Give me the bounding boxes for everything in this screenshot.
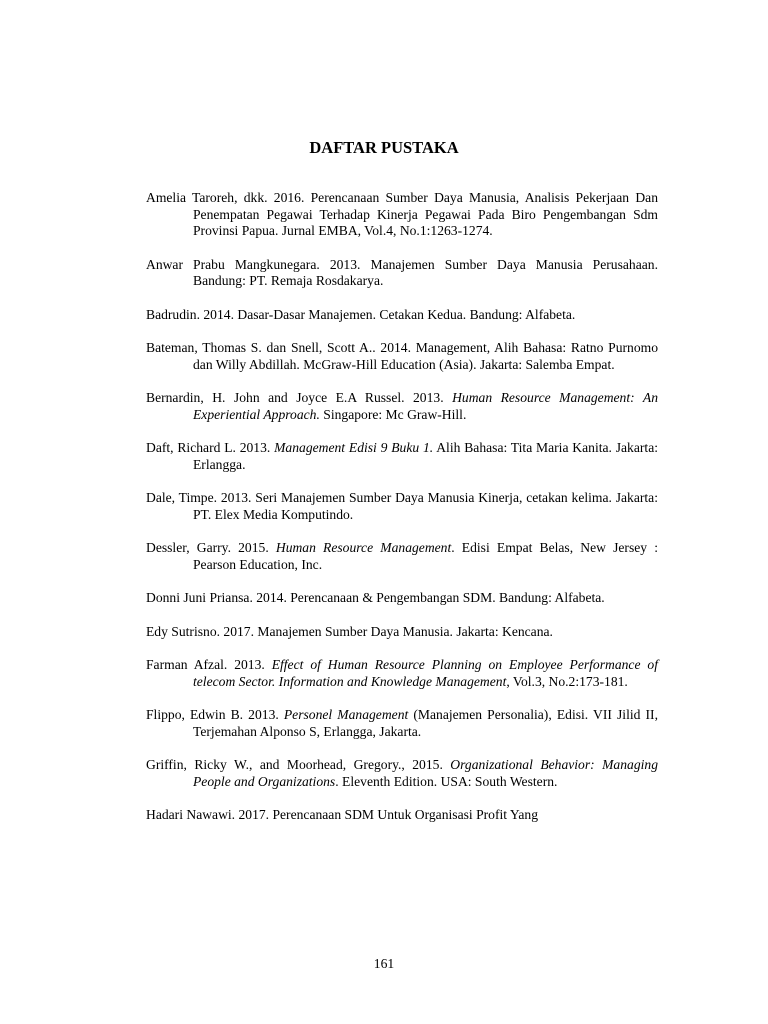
reference-entry bbox=[146, 440, 658, 473]
reference-text: Dale, Timpe. 2013. Seri Manajemen Sumber Daya Manusia Kinerja, cetakan kelima. Jakarta: PT. Elex Media Komputindo. bbox=[146, 490, 658, 522]
reference-title-italic: Human Resource Management: An Experiential Approach. bbox=[193, 390, 658, 422]
reference-text: Farman Afzal. 2013. bbox=[146, 657, 272, 672]
reference-text: Griffin, Ricky W., and Moorhead, Gregory., 2015. bbox=[146, 757, 451, 772]
reference-text: Singapore: Mc Graw-Hill. bbox=[319, 406, 467, 422]
reference-text: Flippo, Edwin B. 2013. bbox=[146, 707, 284, 722]
reference-entry bbox=[146, 807, 658, 824]
reference-text: . Eleventh Edition. USA: South Western. bbox=[335, 773, 558, 789]
reference-text: Bateman, Thomas S. dan Snell, Scott A.. 2014. Management, Alih Bahasa: Ratno Purnomo dan Willy Abdillah. McGraw-Hill Education (Asia). Jakarta: Salemba Empat. bbox=[146, 340, 658, 372]
reference-entry bbox=[146, 624, 658, 641]
reference-text: Alih Bahasa: Tita Maria Kanita. Jakarta: Erlangga. bbox=[193, 440, 659, 472]
page-title: DAFTAR PUSTAKA bbox=[309, 138, 459, 157]
reference-text: Edy Sutrisno. 2017. Manajemen Sumber Daya Manusia. Jakarta: Kencana. bbox=[146, 623, 553, 639]
reference-text: Anwar Prabu Mangkunegara. 2013. Manajemen Sumber Daya Manusia Perusahaan. Bandung: PT. Remaja Rosdakarya. bbox=[146, 256, 658, 288]
reference-text: Hadari Nawawi. 2017. Perencanaan SDM Untuk Organisasi Profit Yang bbox=[146, 807, 539, 822]
reference-title-italic: Management Edisi 9 Buku 1. bbox=[274, 440, 434, 455]
reference-title-italic: Personel Management bbox=[283, 707, 409, 722]
reference-text: (Manajemen Personalia), Edisi. VII Jilid II, Terjemahan Alponso S, Erlangga, Jakarta. bbox=[193, 707, 658, 739]
reference-title-italic: Organizational Behavior: Managing People and Organizations bbox=[193, 757, 658, 789]
reference-entry bbox=[146, 490, 658, 523]
reference-text: Bernardin, H. John and Joyce E.A Russel. 2013. bbox=[146, 390, 453, 405]
reference-text: Badrudin. 2014. Dasar-Dasar Manajemen. Cetakan Kedua. Bandung: Alfabeta. bbox=[146, 306, 576, 322]
reference-entry bbox=[146, 190, 658, 240]
reference-entry bbox=[146, 307, 658, 324]
reference-text: Daft, Richard L. 2013. bbox=[146, 440, 275, 455]
page-number: 161 bbox=[373, 956, 395, 971]
reference-entry bbox=[146, 390, 658, 423]
reference-title-italic: Effect of Human Resource Planning on Employee Performance of telecom Sector. Information and Knowledge Management bbox=[193, 657, 658, 689]
reference-list bbox=[146, 190, 658, 841]
reference-entry bbox=[146, 340, 658, 373]
reference-entry bbox=[146, 257, 658, 290]
reference-entry bbox=[146, 590, 658, 607]
reference-entry bbox=[146, 707, 658, 740]
reference-title-italic: Human Resource Management bbox=[275, 540, 452, 555]
reference-text: Amelia Taroreh, dkk. 2016. Perencanaan Sumber Daya Manusia, Analisis Pekerjaan Dan Penempatan Pegawai Terhadap Kinerja Pegawai Pada Biro Pengembangan Sdm Provinsi Papua. Jurnal EMBA, Vol.4, No.1:1263-1274. bbox=[146, 190, 658, 238]
reference-text: , Vol.3, No.2:173-181. bbox=[506, 673, 628, 689]
reference-entry bbox=[146, 757, 658, 790]
reference-text: Dessler, Garry. 2015. bbox=[146, 540, 276, 555]
reference-entry bbox=[146, 540, 658, 573]
reference-text: . Edisi Empat Belas, New Jersey : Pearson Education, Inc. bbox=[193, 540, 658, 572]
reference-entry bbox=[146, 657, 658, 690]
reference-text: Donni Juni Priansa. 2014. Perencanaan & Pengembangan SDM. Bandung: Alfabeta. bbox=[146, 590, 605, 605]
